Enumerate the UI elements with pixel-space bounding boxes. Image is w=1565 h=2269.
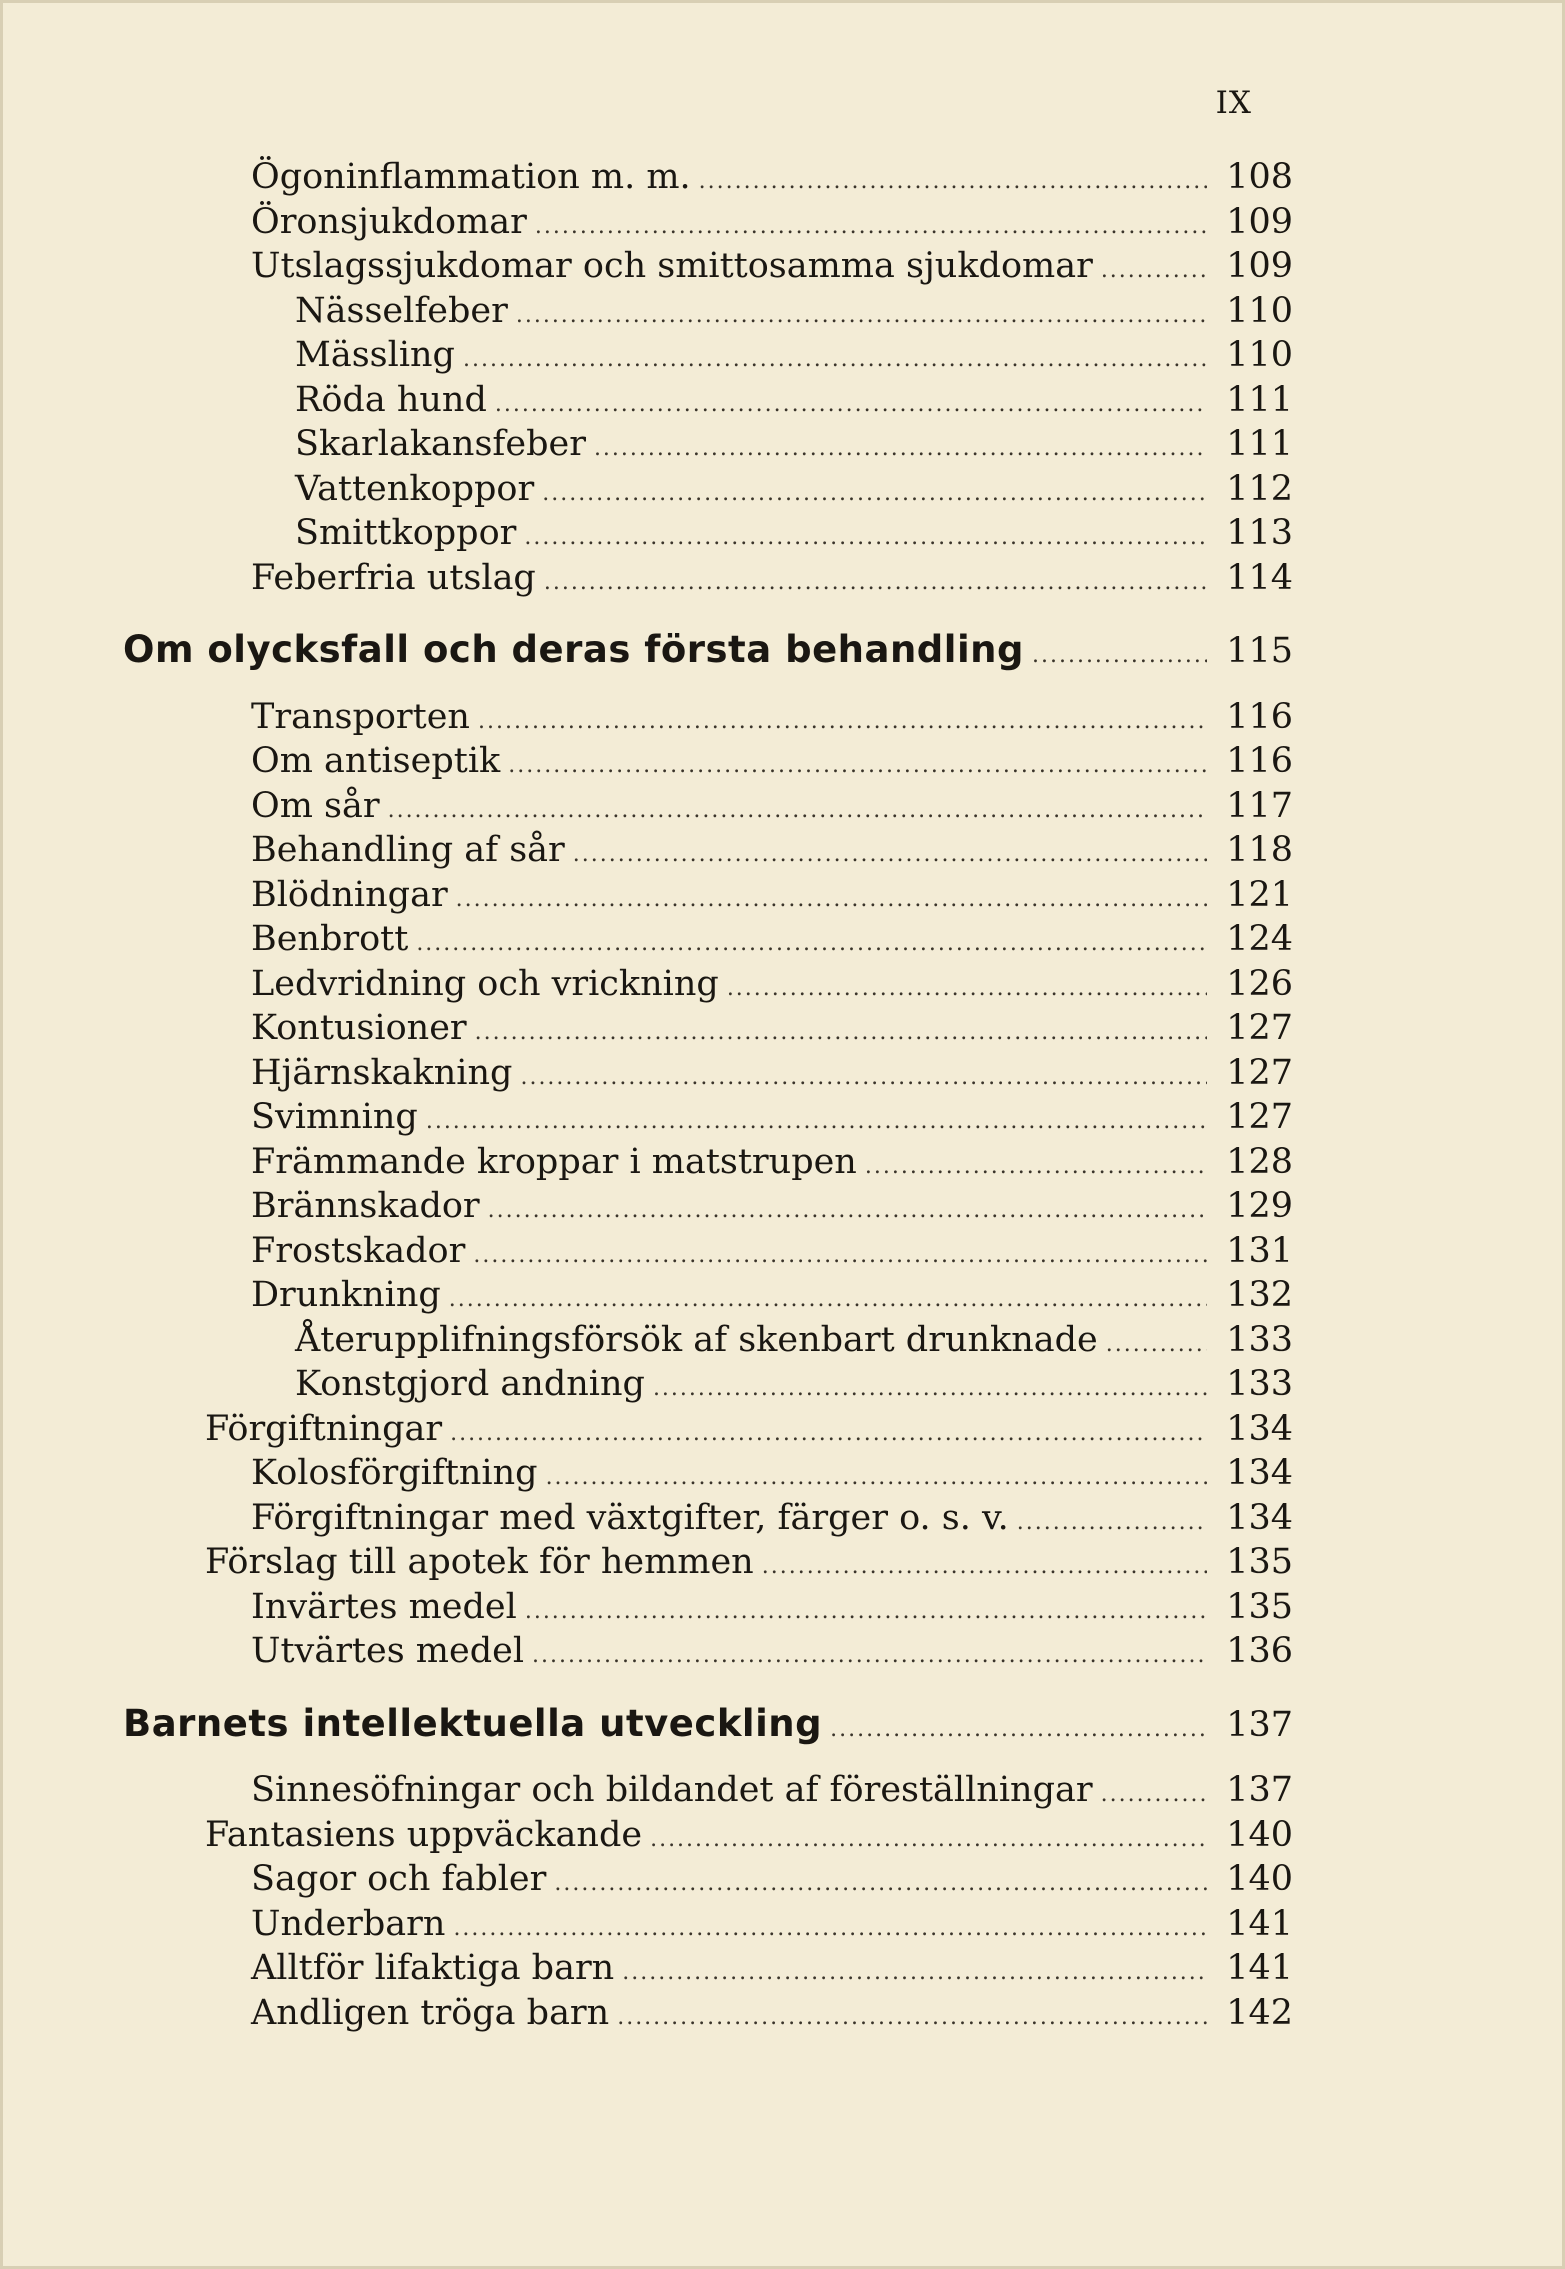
dot-leader	[456, 878, 1207, 922]
toc-entry-title: Om olycksfall och deras första behandling	[123, 628, 1024, 671]
toc-entry-page: 133	[1226, 1319, 1293, 1360]
toc-entry-page: 117	[1226, 785, 1293, 826]
toc-entry-title: Blödningar	[251, 874, 448, 915]
toc-entry	[251, 155, 1293, 199]
toc-entry-title: Återupplifningsförsök af skenbart drunknade	[295, 1319, 1098, 1360]
toc-entry	[251, 1051, 1293, 1095]
toc-entry-page: 116	[1226, 741, 1293, 781]
toc-entry	[295, 289, 1293, 333]
dot-leader	[699, 160, 1207, 204]
dot-leader	[865, 1145, 1207, 1189]
toc-entry-page: 118	[1226, 830, 1293, 870]
dot-leader	[544, 561, 1207, 605]
toc-entry-page: 136	[1226, 1631, 1293, 1671]
toc-entry-page: 134	[1226, 1408, 1293, 1449]
toc-entry	[251, 1006, 1293, 1050]
toc-entry	[251, 1184, 1293, 1228]
toc-section-heading	[123, 628, 1293, 672]
dot-leader	[488, 1189, 1207, 1233]
toc-entry-title: Ledvridning och vrickning	[251, 963, 719, 1004]
toc-entry-page: 129	[1226, 1186, 1293, 1226]
toc-entry-page: 137	[1226, 1704, 1293, 1745]
dot-leader	[1101, 1773, 1207, 1817]
dot-leader	[426, 1100, 1207, 1144]
toc-entry	[251, 695, 1293, 739]
toc-section-heading	[123, 1702, 1293, 1746]
dot-leader	[653, 1367, 1207, 1411]
dot-leader	[1032, 634, 1207, 678]
toc-entry-page: 121	[1226, 874, 1293, 915]
toc-entry-page: 142	[1226, 1992, 1293, 2033]
dot-leader	[516, 294, 1207, 338]
toc-entry-page: 110	[1226, 290, 1293, 331]
toc-entry-page: 110	[1226, 335, 1293, 375]
toc-entry-page: 128	[1226, 1141, 1293, 1182]
toc-entry-page: 127	[1226, 1008, 1293, 1048]
toc-entry	[251, 1451, 1293, 1495]
toc-entry	[295, 378, 1293, 422]
toc-entry	[295, 467, 1293, 511]
toc-entry-page: 114	[1226, 557, 1293, 598]
toc-entry-page: 137	[1226, 1770, 1293, 1810]
toc-entry	[251, 784, 1293, 828]
toc-entry-title: Kolosförgiftning	[251, 1453, 538, 1493]
toc-entry-page: 111	[1226, 379, 1293, 420]
toc-entry	[251, 1095, 1293, 1139]
toc-entry	[251, 556, 1293, 600]
dot-leader	[762, 1545, 1207, 1589]
toc-entry	[205, 1407, 1293, 1451]
toc-entry-title: Om sår	[251, 785, 380, 826]
toc-entry-page: 109	[1226, 246, 1293, 286]
dot-leader	[542, 472, 1207, 516]
toc-entry-title: Skarlakansfeber	[295, 424, 586, 464]
dot-leader	[450, 1412, 1207, 1456]
dot-leader	[463, 338, 1207, 382]
toc-entry-title: Svimning	[251, 1097, 418, 1137]
toc-entry-title: Drunkning	[251, 1275, 441, 1315]
toc-entry-page: 132	[1226, 1275, 1293, 1315]
toc-entry-title: Förgiftningar med växtgifter, färger o. s. v.	[251, 1497, 1009, 1538]
toc-entry-title: Frostskador	[251, 1230, 466, 1271]
toc-entry	[295, 1362, 1293, 1406]
toc-entry-title: Öronsjukdomar	[251, 201, 527, 242]
toc-entry-title: Röda hund	[295, 379, 487, 420]
dot-leader	[520, 1056, 1207, 1100]
toc-entry-page: 141	[1226, 1903, 1293, 1944]
toc-entry-page: 108	[1226, 157, 1293, 197]
dot-leader	[449, 1278, 1207, 1322]
toc-entry-title: Alltför lifaktiga barn	[251, 1948, 615, 1988]
toc-entry-page: 141	[1226, 1948, 1293, 1988]
toc-entry	[251, 1857, 1293, 1901]
toc-entry-title: Sagor och fabler	[251, 1859, 547, 1899]
toc-entry	[251, 828, 1293, 872]
toc-entry-page: 140	[1226, 1859, 1293, 1899]
dot-leader	[650, 1818, 1207, 1862]
toc-entry	[251, 1991, 1293, 2035]
toc-entry-title: Brännskador	[251, 1186, 480, 1226]
toc-entry-page: 135	[1226, 1542, 1293, 1582]
toc-entry-page: 127	[1226, 1052, 1293, 1093]
toc-entry	[295, 511, 1293, 555]
toc-entry-page: 135	[1226, 1586, 1293, 1627]
toc-entry-page: 134	[1226, 1453, 1293, 1493]
toc-entry	[251, 739, 1293, 783]
toc-entry	[295, 333, 1293, 377]
dot-leader	[1017, 1501, 1207, 1545]
dot-leader	[1106, 1323, 1207, 1367]
toc-entry	[251, 1585, 1293, 1629]
toc-entry-title: Transporten	[251, 696, 470, 737]
toc-entry-page: 133	[1226, 1364, 1293, 1404]
toc-entry	[295, 422, 1293, 466]
toc-entry-page: 140	[1226, 1814, 1293, 1855]
toc-entry-page: 113	[1226, 513, 1293, 553]
toc-entry-title: Ögoninflammation m. m.	[251, 157, 691, 197]
toc-entry	[251, 1496, 1293, 1540]
toc-entry-title: Sinnesöfningar och bildandet af föreställningar	[251, 1770, 1093, 1810]
toc-entry-page: 116	[1226, 696, 1293, 737]
toc-entry-page: 115	[1226, 631, 1293, 671]
dot-leader	[475, 1011, 1207, 1055]
toc-entry	[251, 1229, 1293, 1273]
toc-entry-page: 126	[1226, 963, 1293, 1004]
toc-entry-title: Andligen tröga barn	[251, 1992, 610, 2033]
toc-entry	[251, 1902, 1293, 1946]
toc-entry	[251, 962, 1293, 1006]
dot-leader	[1101, 249, 1207, 293]
dot-leader	[573, 833, 1207, 877]
dot-leader	[554, 1862, 1207, 1906]
toc-entry-title: Invärtes medel	[251, 1586, 517, 1627]
toc-entry	[205, 1540, 1293, 1584]
toc-entry-title: Barnets intellektuella utveckling	[123, 1701, 823, 1745]
dot-leader	[416, 922, 1207, 966]
toc-entry	[251, 917, 1293, 961]
toc-entry-title: Fantasiens uppväckande	[205, 1814, 643, 1855]
dot-leader	[524, 516, 1207, 560]
toc-entry-title: Feberfria utslag	[251, 557, 536, 598]
toc-entry-title: Om antiseptik	[251, 741, 501, 781]
toc-entry-title: Förslag till apotek för hemmen	[205, 1542, 754, 1582]
toc-entry-page: 109	[1226, 201, 1293, 242]
dot-leader	[535, 205, 1207, 249]
dot-leader	[495, 383, 1207, 427]
toc-entry	[251, 1273, 1293, 1317]
toc-entry	[251, 1946, 1293, 1990]
toc-entry-title: Smittkoppor	[295, 513, 517, 553]
toc-entry-title: Utslagssjukdomar och smittosamma sjukdomar	[251, 246, 1093, 286]
toc-entry-page: 127	[1226, 1097, 1293, 1137]
toc-entry-title: Mässling	[295, 335, 455, 375]
toc-entry-title: Nässelfeber	[295, 290, 508, 331]
toc-entry	[251, 1768, 1293, 1812]
dot-leader	[478, 700, 1207, 744]
dot-leader	[830, 1708, 1207, 1752]
toc-entry-title: Kontusioner	[251, 1008, 467, 1048]
page-number: IX	[1215, 85, 1252, 121]
toc-entry	[251, 1629, 1293, 1673]
toc-entry	[295, 1318, 1293, 1362]
toc-entry	[251, 244, 1293, 288]
toc-entry-page: 124	[1226, 919, 1293, 959]
dot-leader	[388, 789, 1207, 833]
toc-entry-page: 111	[1226, 424, 1293, 464]
dot-leader	[617, 1996, 1207, 2040]
dot-leader	[594, 427, 1207, 471]
toc-entry-title: Behandling af sår	[251, 830, 565, 870]
dot-leader	[508, 744, 1207, 788]
dot-leader	[532, 1634, 1207, 1678]
toc-entry	[251, 1140, 1293, 1184]
toc-entry-title: Utvärtes medel	[251, 1631, 525, 1671]
toc-entry	[251, 873, 1293, 917]
toc-entry-page: 112	[1226, 468, 1293, 509]
toc-entry-title: Konstgjord andning	[295, 1364, 645, 1404]
toc-entry-title: Vattenkoppor	[295, 468, 535, 509]
toc-entry-title: Benbrott	[251, 919, 409, 959]
toc-entry-page: 131	[1226, 1230, 1293, 1271]
toc-entry	[205, 1813, 1293, 1857]
toc-entry-title: Främmande kroppar i matstrupen	[251, 1141, 857, 1182]
dot-leader	[727, 967, 1207, 1011]
toc-entry	[251, 200, 1293, 244]
toc-entry-title: Underbarn	[251, 1903, 446, 1944]
toc-entry-page: 134	[1226, 1497, 1293, 1538]
dot-leader	[473, 1234, 1207, 1278]
toc-entry-title: Förgiftningar	[205, 1408, 443, 1449]
toc-entry-title: Hjärnskakning	[251, 1052, 513, 1093]
dot-leader	[453, 1907, 1207, 1951]
dot-leader	[622, 1951, 1207, 1995]
dot-leader	[546, 1456, 1207, 1500]
dot-leader	[525, 1590, 1207, 1634]
